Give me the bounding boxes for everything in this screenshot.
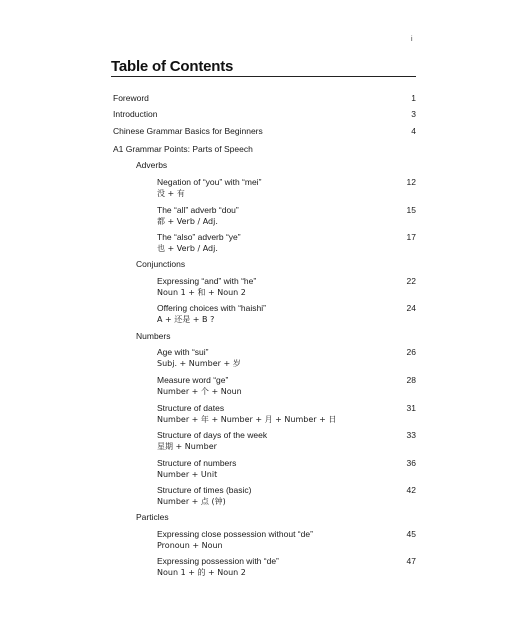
toc-item-formula: Subj. + Number + 岁 — [157, 359, 241, 368]
toc-item-formula: 没 + 有 — [157, 189, 185, 198]
toc-item-page: 33 — [406, 430, 416, 440]
toc-item[interactable] — [157, 458, 416, 480]
toc-item-page: 31 — [406, 403, 416, 413]
toc-item-page: 42 — [406, 485, 416, 495]
toc-item-label: Negation of “you” with “mei” — [157, 177, 262, 187]
toc-item-label: The “also” adverb “ye” — [157, 232, 241, 242]
toc-item-label: Structure of numbers — [157, 458, 237, 468]
toc-item-formula: Number + 个 + Noun — [157, 387, 242, 396]
toc-entry-label: A1 Grammar Points: Parts of Speech — [113, 144, 253, 154]
toc-section-heading[interactable]: Particles — [136, 512, 169, 522]
toc-item-page: 17 — [406, 232, 416, 242]
toc-item-formula: Pronoun + Noun — [157, 541, 223, 550]
toc-item[interactable] — [157, 403, 416, 425]
toc-item-formula: Noun 1 + 的 + Noun 2 — [157, 568, 246, 577]
toc-entry-page: 1 — [411, 93, 416, 103]
toc-item-label: Offering choices with “haishi” — [157, 303, 266, 313]
toc-item-label: Structure of days of the week — [157, 430, 268, 440]
toc-entry[interactable] — [113, 126, 416, 137]
toc-item-page: 36 — [406, 458, 416, 468]
toc-item-label: The “all” adverb “dou” — [157, 205, 239, 215]
toc-entry-label: Chinese Grammar Basics for Beginners — [113, 126, 263, 136]
toc-item[interactable] — [157, 375, 416, 397]
toc-entry[interactable] — [113, 144, 253, 155]
toc-item[interactable] — [157, 232, 416, 254]
toc-item[interactable] — [157, 556, 416, 578]
toc-item[interactable] — [157, 529, 416, 551]
toc-item-label: Structure of times (basic) — [157, 485, 252, 495]
toc-item-label: Expressing possession with “de” — [157, 556, 279, 566]
toc-item-page: 26 — [406, 347, 416, 357]
toc-entry-label: Foreword — [113, 93, 149, 103]
toc-item[interactable] — [157, 303, 416, 325]
toc-entry[interactable] — [113, 93, 416, 104]
toc-entry[interactable] — [113, 109, 416, 120]
toc-item[interactable] — [157, 205, 416, 227]
toc-item-formula: Noun 1 + 和 + Noun 2 — [157, 288, 246, 297]
toc-item-page: 12 — [406, 177, 416, 187]
toc-item[interactable] — [157, 276, 416, 298]
toc-entry-page: 3 — [411, 109, 416, 119]
toc-item-label: Expressing “and” with “he” — [157, 276, 257, 286]
toc-item-formula: 星期 + Number — [157, 442, 217, 451]
toc-item[interactable] — [157, 430, 416, 452]
page-number: i — [411, 36, 413, 43]
toc-item-page: 22 — [406, 276, 416, 286]
toc-item-label: Measure word “ge” — [157, 375, 229, 385]
toc-section-heading[interactable]: Conjunctions — [136, 259, 186, 269]
toc-item-formula: Number + 年 + Number + 月 + Number + 日 — [157, 415, 337, 424]
toc-item-page: 45 — [406, 529, 416, 539]
toc-item-formula: 也 + Verb / Adj. — [157, 244, 218, 253]
toc-item-formula: Number + Unit — [157, 470, 218, 479]
toc-item-label: Age with “sui” — [157, 347, 209, 357]
toc-section-heading[interactable]: Adverbs — [136, 160, 168, 170]
toc-entry-page: 4 — [411, 126, 416, 136]
toc-item-label: Structure of dates — [157, 403, 225, 413]
toc-section-heading[interactable]: Numbers — [136, 331, 171, 341]
title-rule — [111, 76, 416, 77]
toc-item-page: 24 — [406, 303, 416, 313]
toc-item-page: 15 — [406, 205, 416, 215]
toc-item-formula: A + 还是 + B ? — [157, 315, 215, 324]
toc-item-page: 47 — [406, 556, 416, 566]
toc-item[interactable] — [157, 347, 416, 369]
toc-item-page: 28 — [406, 375, 416, 385]
toc-item[interactable] — [157, 177, 416, 199]
toc-item-formula: 都 + Verb / Adj. — [157, 217, 218, 226]
toc-item-label: Expressing close possession without “de” — [157, 529, 313, 539]
toc-item[interactable] — [157, 485, 416, 507]
page-title: Table of Contents — [111, 58, 234, 75]
toc-entry-label: Introduction — [113, 109, 158, 119]
toc-item-formula: Number + 点 (钟) — [157, 497, 226, 506]
